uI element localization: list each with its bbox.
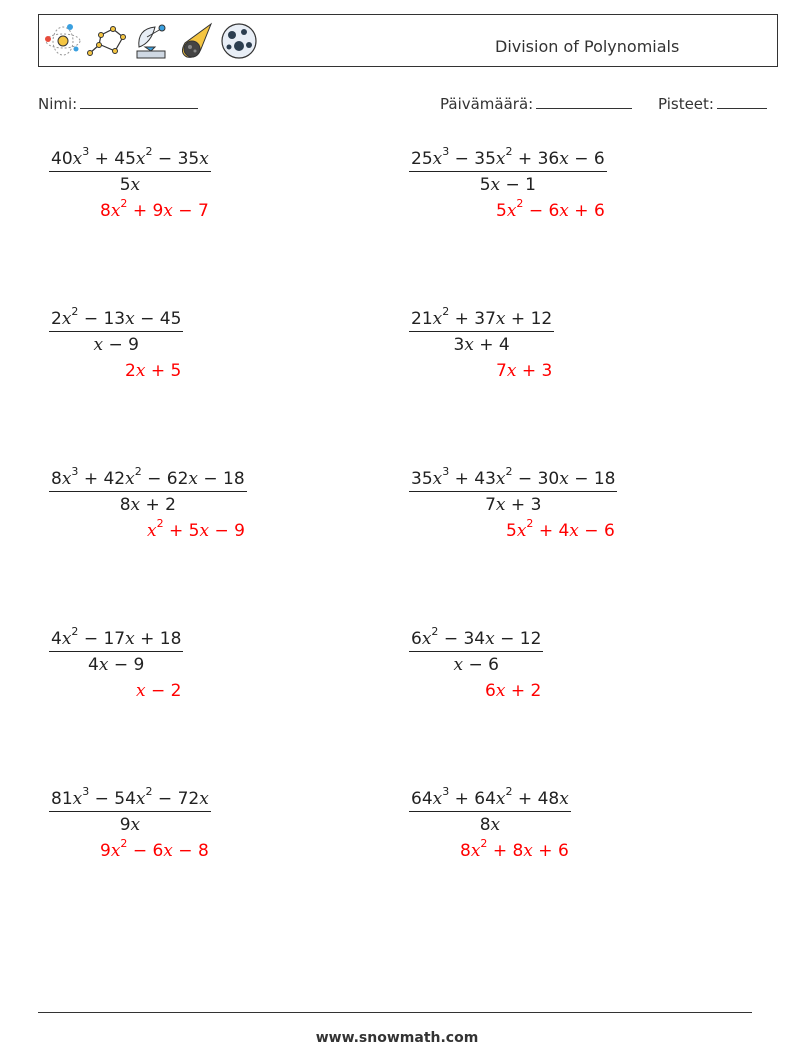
answer: $x^2 + 5x - 9$ <box>147 517 245 541</box>
date-label: Päivämäärä: <box>440 95 534 113</box>
fraction <box>49 305 183 356</box>
answer: 7x + 3 <box>496 361 553 381</box>
name-line[interactable] <box>80 94 198 109</box>
numerator: $2x^2 - 13x - 45$ <box>51 305 182 329</box>
answer: $8x^2 + 8x + 6$ <box>460 837 569 861</box>
answer: $5x^2 + 4x - 6$ <box>506 517 615 541</box>
score-label: Pisteet: <box>658 95 714 113</box>
numerator: $6x^2 - 34x - 12$ <box>411 625 542 649</box>
worksheet-title: Division of Polynomials <box>495 37 680 56</box>
denominator: 8x + 2 <box>119 495 176 515</box>
score-field[interactable] <box>658 94 767 113</box>
problem-10 <box>409 785 571 836</box>
denominator: 5x <box>119 175 141 195</box>
problem-3 <box>49 305 183 356</box>
denominator: 5x − 1 <box>479 175 536 195</box>
fraction <box>49 465 247 516</box>
problem-2 <box>409 145 607 196</box>
answer: 2x + 5 <box>125 361 182 381</box>
date-line[interactable] <box>536 94 632 109</box>
answer: 6x + 2 <box>485 681 542 701</box>
footer-url[interactable]: www.snowmath.com <box>315 1030 479 1046</box>
problem-6 <box>409 465 617 516</box>
fraction <box>49 625 183 676</box>
denominator: 4x − 9 <box>88 655 145 675</box>
fraction <box>409 785 571 836</box>
problem-4 <box>409 305 554 356</box>
fraction-bar <box>49 171 211 172</box>
numerator: $40x^3 + 45x^2 - 35x$ <box>51 145 209 169</box>
planet-icon <box>219 21 259 61</box>
date-field[interactable] <box>440 94 632 113</box>
name-label: Nimi: <box>38 95 78 113</box>
denominator: x − 6 <box>453 655 499 675</box>
fraction-bar <box>409 651 543 652</box>
satellite-dish-icon <box>131 21 171 61</box>
fraction <box>49 145 211 196</box>
footer-divider <box>38 1012 752 1013</box>
fraction-bar <box>49 331 183 332</box>
answer: x − 2 <box>136 681 182 701</box>
problem-5 <box>49 465 247 516</box>
denominator: 9x <box>119 815 141 835</box>
problem-1 <box>49 145 211 196</box>
problem-7 <box>49 625 183 676</box>
problem-9 <box>49 785 211 836</box>
denominator: 7x + 3 <box>485 495 542 515</box>
denominator: 8x <box>479 815 501 835</box>
numerator: $35x^3 + 43x^2 - 30x - 18$ <box>411 465 616 489</box>
fraction <box>409 305 554 356</box>
numerator: $21x^2 + 37x + 12$ <box>411 305 553 329</box>
answer: $9x^2 - 6x - 8$ <box>100 837 209 861</box>
fraction <box>409 625 543 676</box>
numerator: $8x^3 + 42x^2 - 62x - 18$ <box>51 465 245 489</box>
fraction-bar <box>409 331 554 332</box>
fraction-bar <box>49 651 183 652</box>
numerator: $4x^2 - 17x + 18$ <box>51 625 182 649</box>
fraction-bar <box>49 811 211 812</box>
constellation-icon <box>87 21 127 61</box>
header-icons <box>43 21 259 61</box>
fraction-bar <box>409 811 571 812</box>
denominator: x − 9 <box>93 335 139 355</box>
denominator: 3x + 4 <box>453 335 510 355</box>
fraction-bar <box>49 491 247 492</box>
problem-8 <box>409 625 543 676</box>
numerator: $81x^3 - 54x^2 - 72x$ <box>51 785 209 809</box>
fraction <box>49 785 211 836</box>
score-line[interactable] <box>717 94 767 109</box>
name-field[interactable] <box>38 94 198 113</box>
fraction-bar <box>409 171 607 172</box>
numerator: $64x^3 + 64x^2 + 48x$ <box>411 785 569 809</box>
fraction <box>409 145 607 196</box>
answer: $5x^2 - 6x + 6$ <box>496 197 605 221</box>
worksheet-header <box>38 14 778 67</box>
atom-icon <box>43 21 83 61</box>
answer: $8x^2 + 9x - 7$ <box>100 197 209 221</box>
fraction-bar <box>409 491 617 492</box>
fraction <box>409 465 617 516</box>
comet-icon <box>175 21 215 61</box>
numerator: $25x^3 - 35x^2 + 36x - 6$ <box>411 145 605 169</box>
